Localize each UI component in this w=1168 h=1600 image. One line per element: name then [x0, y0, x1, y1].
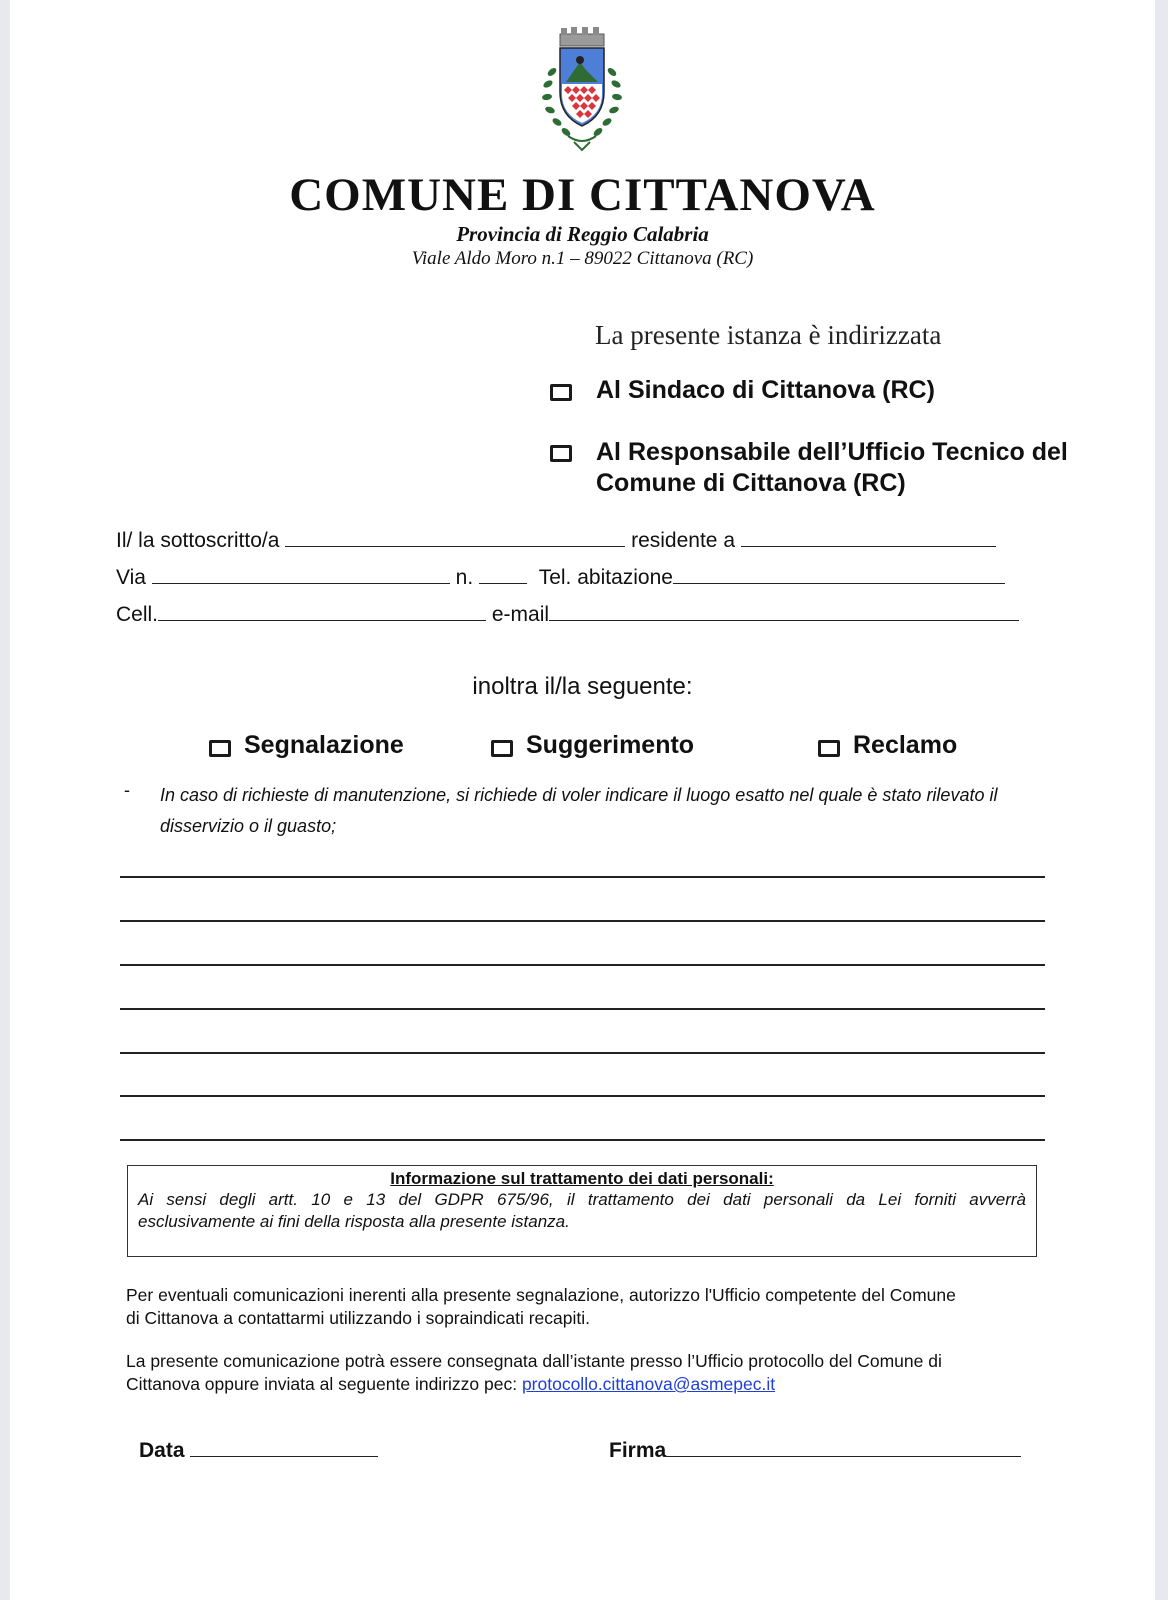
delivery-line2 — [126, 1373, 942, 1396]
numero-blank[interactable] — [479, 566, 527, 584]
type-suggerimento-label: Suggerimento — [526, 731, 695, 759]
type-segnalazione-label: Segnalazione — [244, 731, 404, 759]
privacy-text — [128, 1189, 1036, 1233]
numero-label: n. — [455, 566, 474, 589]
checkbox-icon[interactable] — [818, 740, 840, 757]
signature-label: Firma — [609, 1439, 667, 1462]
writing-line[interactable] — [120, 1052, 1045, 1054]
address-text: Viale Aldo Moro n.1 – 89022 Cittanova (RC) — [411, 248, 754, 269]
checkbox-icon[interactable] — [209, 740, 231, 757]
coat-of-arms-icon — [530, 24, 635, 156]
signature-field — [609, 1439, 1021, 1463]
privacy-title: Informazione sul trattamento dei dati personali: — [390, 1169, 774, 1188]
delivery-text — [126, 1350, 942, 1396]
municipality-title: COMUNE DI CITTANOVA — [289, 169, 876, 221]
province-text: Provincia di Reggio Calabria — [456, 222, 709, 246]
type-reclamo-label: Reclamo — [853, 731, 958, 759]
cell-label: Cell. — [116, 603, 159, 626]
privacy-line2: esclusivamente ai fini della risposta alla presente istanza. — [138, 1212, 570, 1231]
email-blank[interactable] — [549, 603, 1019, 621]
date-blank[interactable] — [190, 1439, 378, 1457]
field-row-name — [116, 529, 996, 553]
checkbox-icon[interactable] — [491, 740, 513, 757]
writing-line[interactable] — [120, 876, 1045, 878]
consent-line1: Per eventuali comunicazioni inerenti alla presente segnalazione, autorizzo l'Ufficio competente del Comune — [126, 1285, 956, 1305]
sottoscritto-blank[interactable] — [285, 529, 625, 547]
addressee-technical-line1: Al Responsabile dell’Ufficio Tecnico del — [596, 438, 1068, 466]
writing-line[interactable] — [120, 964, 1045, 966]
addressee-technical-office-label — [596, 437, 1068, 499]
via-label: Via — [116, 566, 146, 589]
signature-blank[interactable] — [666, 1439, 1021, 1457]
maintenance-note — [160, 780, 997, 842]
checkbox-icon[interactable] — [550, 445, 572, 462]
addressee-technical-line2: Comune di Cittanova (RC) — [596, 469, 906, 497]
note-dash: - — [124, 780, 130, 800]
checkbox-icon[interactable] — [550, 384, 572, 401]
tel-blank[interactable] — [673, 566, 1005, 584]
writing-line[interactable] — [120, 1139, 1045, 1141]
writing-line[interactable] — [120, 1095, 1045, 1097]
tel-label: Tel. abitazione — [538, 566, 673, 589]
addressee-mayor-label: Al Sindaco di Cittanova (RC) — [596, 376, 935, 404]
writing-line[interactable] — [120, 1008, 1045, 1010]
cell-blank[interactable] — [158, 603, 486, 621]
pec-email-link[interactable]: protocollo.cittanova@asmepec.it — [521, 1374, 776, 1394]
field-row-address — [116, 566, 1005, 590]
request-intro: inoltra il/la seguente: — [472, 673, 693, 700]
consent-line2: di Cittanova a contattarmi utilizzando i sopraindicati recapiti. — [126, 1308, 590, 1328]
delivery-line1: La presente comunicazione potrà essere consegnata dall’istante presso l’Ufficio protocollo del Comune di — [126, 1351, 942, 1371]
note-line1: In caso di richieste di manutenzione, si richiede di voler indicare il luogo esatto nel quale è stato rilevato il — [160, 785, 998, 805]
sottoscritto-label: Il/ la sottoscritto/a — [116, 529, 280, 552]
residente-label: residente a — [631, 529, 735, 552]
addressee-intro: La presente istanza è indirizzata — [595, 320, 942, 350]
privacy-line1: Ai sensi degli artt. 10 e 13 del GDPR 675/96, il trattamento dei dati personali da Lei forniti avverrà — [138, 1190, 1026, 1209]
document-page — [10, 0, 1155, 1600]
via-blank[interactable] — [152, 566, 450, 584]
date-label: Data — [139, 1439, 185, 1462]
privacy-box — [127, 1165, 1037, 1257]
email-label: e-mail — [491, 603, 550, 626]
writing-line[interactable] — [120, 920, 1045, 922]
residente-blank[interactable] — [741, 529, 996, 547]
date-field — [139, 1439, 378, 1463]
note-line2: disservizio o il guasto; — [160, 816, 337, 836]
delivery-line2-prefix: Cittanova oppure inviata al seguente indirizzo pec: — [126, 1374, 522, 1394]
consent-text — [126, 1284, 956, 1330]
field-row-contacts — [116, 603, 1019, 627]
